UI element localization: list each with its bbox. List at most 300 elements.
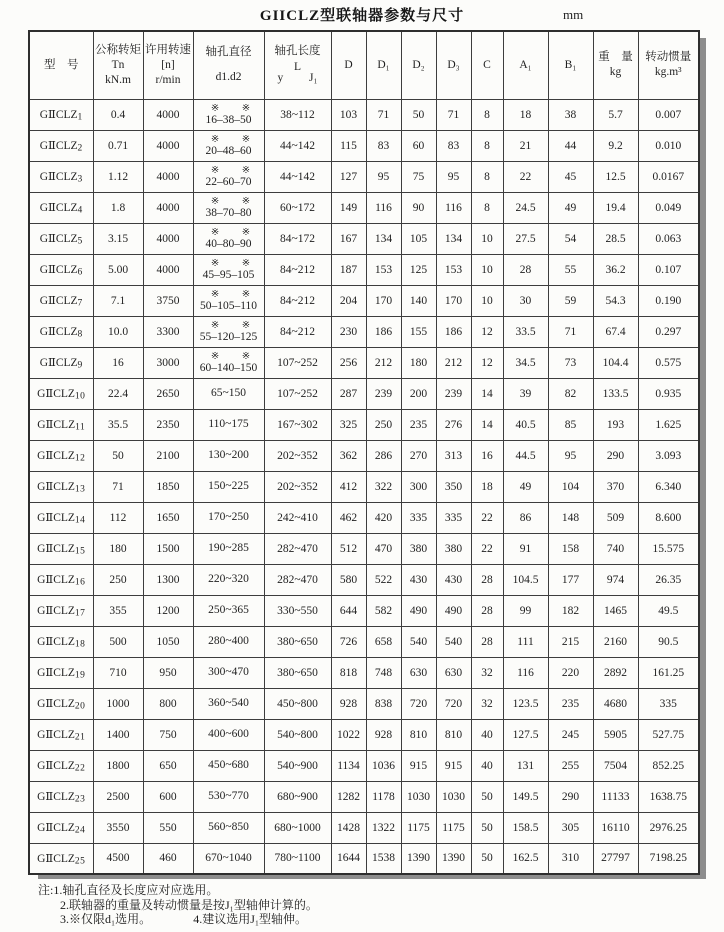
cell-speed: 550 bbox=[143, 812, 193, 843]
header-row bbox=[29, 31, 699, 99]
cell-inertia: 0.063 bbox=[638, 223, 699, 254]
table-row bbox=[29, 471, 699, 502]
cell-bore-length: 167~302 bbox=[264, 409, 331, 440]
cell-speed: 1650 bbox=[143, 502, 193, 533]
cell-model: GⅡCLZ5 bbox=[29, 223, 93, 254]
cell-bore-length: 680~900 bbox=[264, 781, 331, 812]
cell-B1: 55 bbox=[548, 254, 593, 285]
cell-inertia: 1.625 bbox=[638, 409, 699, 440]
cell-D3: 276 bbox=[436, 409, 471, 440]
cell-A1: 27.5 bbox=[503, 223, 548, 254]
cell-model: GⅡCLZ17 bbox=[29, 595, 93, 626]
cell-A1: 24.5 bbox=[503, 192, 548, 223]
cell-C: 50 bbox=[471, 781, 503, 812]
cell-C: 8 bbox=[471, 192, 503, 223]
note-3: 3.※仅限d₁选用。 bbox=[60, 912, 152, 926]
cell-D1: 838 bbox=[366, 688, 401, 719]
cell-speed: 650 bbox=[143, 750, 193, 781]
cell-weight: 370 bbox=[593, 471, 638, 502]
cell-D2: 235 bbox=[401, 409, 436, 440]
cell-torque: 0.71 bbox=[93, 130, 143, 161]
cell-B1: 54 bbox=[548, 223, 593, 254]
cell-bore-length: 282~470 bbox=[264, 564, 331, 595]
cell-D3: 630 bbox=[436, 657, 471, 688]
cell-D3: 350 bbox=[436, 471, 471, 502]
cell-inertia: 49.5 bbox=[638, 595, 699, 626]
cell-weight: 54.3 bbox=[593, 285, 638, 316]
cell-torque: 35.5 bbox=[93, 409, 143, 440]
cell-weight: 974 bbox=[593, 564, 638, 595]
cell-C: 22 bbox=[471, 533, 503, 564]
cell-B1: 95 bbox=[548, 440, 593, 471]
cell-D2: 915 bbox=[401, 750, 436, 781]
cell-D1: 748 bbox=[366, 657, 401, 688]
cell-B1: 255 bbox=[548, 750, 593, 781]
table-row bbox=[29, 192, 699, 223]
cell-C: 28 bbox=[471, 564, 503, 595]
cell-D3: 1030 bbox=[436, 781, 471, 812]
cell-torque: 1800 bbox=[93, 750, 143, 781]
cell-D2: 155 bbox=[401, 316, 436, 347]
cell-inertia: 0.297 bbox=[638, 316, 699, 347]
cell-bore-diameter: ※ ※ 38–70–80 bbox=[193, 192, 264, 223]
cell-D2: 540 bbox=[401, 626, 436, 657]
cell-D2: 140 bbox=[401, 285, 436, 316]
cell-D3: 313 bbox=[436, 440, 471, 471]
cell-model: GⅡCLZ23 bbox=[29, 781, 93, 812]
cell-B1: 245 bbox=[548, 719, 593, 750]
col-header-C: C bbox=[471, 31, 503, 99]
cell-C: 10 bbox=[471, 285, 503, 316]
cell-D3: 212 bbox=[436, 347, 471, 378]
cell-C: 12 bbox=[471, 347, 503, 378]
cell-speed: 4000 bbox=[143, 130, 193, 161]
cell-bore-length: 380~650 bbox=[264, 626, 331, 657]
cell-D1: 83 bbox=[366, 130, 401, 161]
cell-D1: 582 bbox=[366, 595, 401, 626]
cell-torque: 1.8 bbox=[93, 192, 143, 223]
cell-bore-length: 202~352 bbox=[264, 471, 331, 502]
cell-A1: 131 bbox=[503, 750, 548, 781]
cell-torque: 355 bbox=[93, 595, 143, 626]
cell-D3: 186 bbox=[436, 316, 471, 347]
table-row bbox=[29, 688, 699, 719]
cell-D1: 1178 bbox=[366, 781, 401, 812]
cell-A1: 34.5 bbox=[503, 347, 548, 378]
table-row bbox=[29, 595, 699, 626]
cell-weight: 740 bbox=[593, 533, 638, 564]
cell-C: 28 bbox=[471, 595, 503, 626]
cell-bore-diameter: 530~770 bbox=[193, 781, 264, 812]
cell-model: GⅡCLZ1 bbox=[29, 99, 93, 130]
cell-model: GⅡCLZ19 bbox=[29, 657, 93, 688]
cell-bore-diameter: 280~400 bbox=[193, 626, 264, 657]
cell-D: 1134 bbox=[331, 750, 366, 781]
cell-model: GⅡCLZ2 bbox=[29, 130, 93, 161]
cell-D: 103 bbox=[331, 99, 366, 130]
cell-D1: 470 bbox=[366, 533, 401, 564]
cell-B1: 310 bbox=[548, 843, 593, 874]
cell-D: 127 bbox=[331, 161, 366, 192]
cell-model: GⅡCLZ24 bbox=[29, 812, 93, 843]
cell-inertia: 2976.25 bbox=[638, 812, 699, 843]
cell-D2: 1175 bbox=[401, 812, 436, 843]
cell-bore-length: 107~252 bbox=[264, 347, 331, 378]
cell-D: 818 bbox=[331, 657, 366, 688]
cell-model: GⅡCLZ7 bbox=[29, 285, 93, 316]
cell-D1: 239 bbox=[366, 378, 401, 409]
cell-model: GⅡCLZ9 bbox=[29, 347, 93, 378]
cell-weight: 7504 bbox=[593, 750, 638, 781]
cell-inertia: 8.600 bbox=[638, 502, 699, 533]
cell-D1: 322 bbox=[366, 471, 401, 502]
cell-bore-length: 380~650 bbox=[264, 657, 331, 688]
cell-weight: 133.5 bbox=[593, 378, 638, 409]
cell-bore-length: 540~800 bbox=[264, 719, 331, 750]
cell-D1: 420 bbox=[366, 502, 401, 533]
cell-D: 167 bbox=[331, 223, 366, 254]
cell-D3: 153 bbox=[436, 254, 471, 285]
cell-bore-length: 242~410 bbox=[264, 502, 331, 533]
cell-speed: 3300 bbox=[143, 316, 193, 347]
cell-speed: 4000 bbox=[143, 254, 193, 285]
cell-C: 22 bbox=[471, 502, 503, 533]
table-row bbox=[29, 502, 699, 533]
cell-bore-length: 84~212 bbox=[264, 316, 331, 347]
cell-B1: 73 bbox=[548, 347, 593, 378]
cell-D: 462 bbox=[331, 502, 366, 533]
cell-D: 928 bbox=[331, 688, 366, 719]
table-body bbox=[29, 99, 699, 874]
cell-B1: 182 bbox=[548, 595, 593, 626]
cell-inertia: 0.0167 bbox=[638, 161, 699, 192]
note-line-3 bbox=[38, 912, 318, 927]
cell-D1: 95 bbox=[366, 161, 401, 192]
cell-A1: 22 bbox=[503, 161, 548, 192]
cell-bore-diameter: ※ ※ 20–48–60 bbox=[193, 130, 264, 161]
cell-torque: 1000 bbox=[93, 688, 143, 719]
cell-D1: 153 bbox=[366, 254, 401, 285]
cell-inertia: 26.35 bbox=[638, 564, 699, 595]
cell-B1: 71 bbox=[548, 316, 593, 347]
cell-torque: 5.00 bbox=[93, 254, 143, 285]
cell-inertia: 0.935 bbox=[638, 378, 699, 409]
cell-weight: 19.4 bbox=[593, 192, 638, 223]
cell-D3: 134 bbox=[436, 223, 471, 254]
cell-bore-length: 38~112 bbox=[264, 99, 331, 130]
footnotes bbox=[38, 883, 318, 927]
col-header-inertia: 转动惯量 kg.m³ bbox=[638, 31, 699, 99]
cell-D1: 186 bbox=[366, 316, 401, 347]
cell-C: 28 bbox=[471, 626, 503, 657]
note-line-2: 2.联轴器的重量及转动惯量是按J₁型轴伸计算的。 bbox=[60, 897, 318, 912]
cell-D3: 915 bbox=[436, 750, 471, 781]
cell-D2: 300 bbox=[401, 471, 436, 502]
cell-D1: 522 bbox=[366, 564, 401, 595]
cell-D2: 430 bbox=[401, 564, 436, 595]
cell-B1: 220 bbox=[548, 657, 593, 688]
cell-C: 18 bbox=[471, 471, 503, 502]
cell-model: GⅡCLZ11 bbox=[29, 409, 93, 440]
cell-weight: 193 bbox=[593, 409, 638, 440]
cell-weight: 28.5 bbox=[593, 223, 638, 254]
cell-model: GⅡCLZ16 bbox=[29, 564, 93, 595]
cell-bore-diameter: 170~250 bbox=[193, 502, 264, 533]
cell-bore-diameter: 150~225 bbox=[193, 471, 264, 502]
cell-bore-diameter: 110~175 bbox=[193, 409, 264, 440]
table-row bbox=[29, 843, 699, 874]
spec-table bbox=[28, 30, 700, 875]
cell-speed: 800 bbox=[143, 688, 193, 719]
cell-bore-length: 84~172 bbox=[264, 223, 331, 254]
page-title: GIICLZ型联轴器参数与尺寸 bbox=[259, 8, 465, 24]
cell-weight: 1465 bbox=[593, 595, 638, 626]
cell-D1: 1322 bbox=[366, 812, 401, 843]
col-header-weight: 重 量 kg bbox=[593, 31, 638, 99]
cell-torque: 180 bbox=[93, 533, 143, 564]
cell-bore-diameter: 250~365 bbox=[193, 595, 264, 626]
cell-C: 40 bbox=[471, 719, 503, 750]
cell-weight: 67.4 bbox=[593, 316, 638, 347]
cell-torque: 250 bbox=[93, 564, 143, 595]
table-row bbox=[29, 564, 699, 595]
cell-weight: 104.4 bbox=[593, 347, 638, 378]
cell-D: 115 bbox=[331, 130, 366, 161]
cell-A1: 33.5 bbox=[503, 316, 548, 347]
col-header-torque: 公称转矩 Tn kN.m bbox=[93, 31, 143, 99]
cell-bore-diameter: ※ ※ 22–60–70 bbox=[193, 161, 264, 192]
cell-A1: 18 bbox=[503, 99, 548, 130]
cell-C: 8 bbox=[471, 99, 503, 130]
cell-D1: 658 bbox=[366, 626, 401, 657]
cell-model: GⅡCLZ15 bbox=[29, 533, 93, 564]
cell-torque: 3550 bbox=[93, 812, 143, 843]
cell-speed: 4000 bbox=[143, 99, 193, 130]
cell-B1: 45 bbox=[548, 161, 593, 192]
col-header-B1: B₁ bbox=[548, 31, 593, 99]
cell-D: 726 bbox=[331, 626, 366, 657]
col-header-bore-diameter: 轴孔直径 d1.d2 bbox=[193, 31, 264, 99]
cell-speed: 1300 bbox=[143, 564, 193, 595]
cell-inertia: 15.575 bbox=[638, 533, 699, 564]
table-row bbox=[29, 626, 699, 657]
cell-A1: 123.5 bbox=[503, 688, 548, 719]
cell-A1: 149.5 bbox=[503, 781, 548, 812]
cell-D: 187 bbox=[331, 254, 366, 285]
col-header-speed: 许用转速 [n] r/min bbox=[143, 31, 193, 99]
cell-inertia: 7198.25 bbox=[638, 843, 699, 874]
cell-speed: 4000 bbox=[143, 192, 193, 223]
col-header-A1: A₁ bbox=[503, 31, 548, 99]
cell-speed: 2100 bbox=[143, 440, 193, 471]
cell-D1: 212 bbox=[366, 347, 401, 378]
cell-D2: 105 bbox=[401, 223, 436, 254]
cell-C: 16 bbox=[471, 440, 503, 471]
cell-D2: 1390 bbox=[401, 843, 436, 874]
table-row bbox=[29, 440, 699, 471]
cell-C: 10 bbox=[471, 254, 503, 285]
cell-D2: 380 bbox=[401, 533, 436, 564]
table-row bbox=[29, 719, 699, 750]
cell-D: 580 bbox=[331, 564, 366, 595]
cell-bore-length: 540~900 bbox=[264, 750, 331, 781]
cell-bore-diameter: ※ ※ 40–80–90 bbox=[193, 223, 264, 254]
cell-torque: 112 bbox=[93, 502, 143, 533]
cell-D1: 1538 bbox=[366, 843, 401, 874]
cell-inertia: 3.093 bbox=[638, 440, 699, 471]
cell-bore-length: 330~550 bbox=[264, 595, 331, 626]
cell-torque: 2500 bbox=[93, 781, 143, 812]
cell-D2: 335 bbox=[401, 502, 436, 533]
cell-bore-diameter: 450~680 bbox=[193, 750, 264, 781]
cell-D: 1282 bbox=[331, 781, 366, 812]
cell-C: 8 bbox=[471, 130, 503, 161]
cell-D2: 630 bbox=[401, 657, 436, 688]
cell-D3: 83 bbox=[436, 130, 471, 161]
cell-speed: 4000 bbox=[143, 161, 193, 192]
table-row bbox=[29, 533, 699, 564]
cell-D2: 270 bbox=[401, 440, 436, 471]
cell-D3: 810 bbox=[436, 719, 471, 750]
cell-weight: 2160 bbox=[593, 626, 638, 657]
cell-D: 149 bbox=[331, 192, 366, 223]
cell-model: GⅡCLZ3 bbox=[29, 161, 93, 192]
cell-torque: 71 bbox=[93, 471, 143, 502]
cell-D1: 250 bbox=[366, 409, 401, 440]
table-row bbox=[29, 812, 699, 843]
cell-bore-diameter: ※ ※ 55–120–125 bbox=[193, 316, 264, 347]
cell-inertia: 0.107 bbox=[638, 254, 699, 285]
cell-B1: 104 bbox=[548, 471, 593, 502]
cell-model: GⅡCLZ12 bbox=[29, 440, 93, 471]
cell-inertia: 0.010 bbox=[638, 130, 699, 161]
cell-D2: 720 bbox=[401, 688, 436, 719]
cell-bore-length: 107~252 bbox=[264, 378, 331, 409]
cell-inertia: 0.575 bbox=[638, 347, 699, 378]
cell-torque: 10.0 bbox=[93, 316, 143, 347]
cell-D2: 75 bbox=[401, 161, 436, 192]
cell-D3: 380 bbox=[436, 533, 471, 564]
cell-D: 362 bbox=[331, 440, 366, 471]
cell-weight: 16110 bbox=[593, 812, 638, 843]
cell-bore-length: 202~352 bbox=[264, 440, 331, 471]
cell-D: 287 bbox=[331, 378, 366, 409]
cell-bore-diameter: ※ ※ 50–105–110 bbox=[193, 285, 264, 316]
cell-B1: 82 bbox=[548, 378, 593, 409]
cell-inertia: 852.25 bbox=[638, 750, 699, 781]
col-header-model: 型 号 bbox=[29, 31, 93, 99]
table-row bbox=[29, 347, 699, 378]
cell-bore-diameter: 400~600 bbox=[193, 719, 264, 750]
cell-speed: 2350 bbox=[143, 409, 193, 440]
cell-speed: 950 bbox=[143, 657, 193, 688]
cell-model: GⅡCLZ13 bbox=[29, 471, 93, 502]
cell-A1: 116 bbox=[503, 657, 548, 688]
cell-D3: 116 bbox=[436, 192, 471, 223]
cell-D3: 1175 bbox=[436, 812, 471, 843]
table-row bbox=[29, 161, 699, 192]
cell-bore-length: 680~1000 bbox=[264, 812, 331, 843]
cell-D2: 200 bbox=[401, 378, 436, 409]
table-row bbox=[29, 781, 699, 812]
cell-A1: 91 bbox=[503, 533, 548, 564]
cell-torque: 1.12 bbox=[93, 161, 143, 192]
col-header-D2: D₂ bbox=[401, 31, 436, 99]
cell-model: GⅡCLZ20 bbox=[29, 688, 93, 719]
col-header-D: D bbox=[331, 31, 366, 99]
cell-bore-length: 44~142 bbox=[264, 130, 331, 161]
cell-bore-length: 84~212 bbox=[264, 285, 331, 316]
cell-torque: 0.4 bbox=[93, 99, 143, 130]
cell-B1: 44 bbox=[548, 130, 593, 161]
col-header-D3: D₃ bbox=[436, 31, 471, 99]
cell-B1: 59 bbox=[548, 285, 593, 316]
cell-B1: 290 bbox=[548, 781, 593, 812]
cell-A1: 21 bbox=[503, 130, 548, 161]
cell-D: 325 bbox=[331, 409, 366, 440]
cell-D3: 95 bbox=[436, 161, 471, 192]
cell-D: 1022 bbox=[331, 719, 366, 750]
cell-torque: 1400 bbox=[93, 719, 143, 750]
table-row bbox=[29, 285, 699, 316]
cell-A1: 44.5 bbox=[503, 440, 548, 471]
cell-weight: 27797 bbox=[593, 843, 638, 874]
cell-D3: 1390 bbox=[436, 843, 471, 874]
cell-A1: 111 bbox=[503, 626, 548, 657]
cell-B1: 235 bbox=[548, 688, 593, 719]
cell-weight: 9.2 bbox=[593, 130, 638, 161]
cell-speed: 1200 bbox=[143, 595, 193, 626]
cell-torque: 3.15 bbox=[93, 223, 143, 254]
cell-C: 32 bbox=[471, 688, 503, 719]
cell-bore-diameter: ※ ※ 60–140–150 bbox=[193, 347, 264, 378]
cell-weight: 2892 bbox=[593, 657, 638, 688]
cell-D2: 180 bbox=[401, 347, 436, 378]
cell-D2: 125 bbox=[401, 254, 436, 285]
cell-D2: 90 bbox=[401, 192, 436, 223]
cell-D1: 1036 bbox=[366, 750, 401, 781]
cell-bore-length: 282~470 bbox=[264, 533, 331, 564]
table-row bbox=[29, 316, 699, 347]
cell-weight: 509 bbox=[593, 502, 638, 533]
cell-inertia: 0.049 bbox=[638, 192, 699, 223]
cell-weight: 5905 bbox=[593, 719, 638, 750]
cell-A1: 162.5 bbox=[503, 843, 548, 874]
cell-A1: 49 bbox=[503, 471, 548, 502]
cell-torque: 500 bbox=[93, 626, 143, 657]
cell-torque: 22.4 bbox=[93, 378, 143, 409]
cell-D1: 134 bbox=[366, 223, 401, 254]
cell-inertia: 0.007 bbox=[638, 99, 699, 130]
cell-bore-diameter: 220~320 bbox=[193, 564, 264, 595]
table-row bbox=[29, 378, 699, 409]
cell-inertia: 0.190 bbox=[638, 285, 699, 316]
cell-model: GⅡCLZ10 bbox=[29, 378, 93, 409]
cell-D1: 71 bbox=[366, 99, 401, 130]
cell-D1: 116 bbox=[366, 192, 401, 223]
cell-B1: 49 bbox=[548, 192, 593, 223]
table-row bbox=[29, 99, 699, 130]
cell-D3: 540 bbox=[436, 626, 471, 657]
cell-D1: 286 bbox=[366, 440, 401, 471]
cell-speed: 4000 bbox=[143, 223, 193, 254]
cell-C: 32 bbox=[471, 657, 503, 688]
cell-bore-length: 780~1100 bbox=[264, 843, 331, 874]
cell-weight: 290 bbox=[593, 440, 638, 471]
cell-C: 8 bbox=[471, 161, 503, 192]
cell-D1: 170 bbox=[366, 285, 401, 316]
cell-D: 256 bbox=[331, 347, 366, 378]
